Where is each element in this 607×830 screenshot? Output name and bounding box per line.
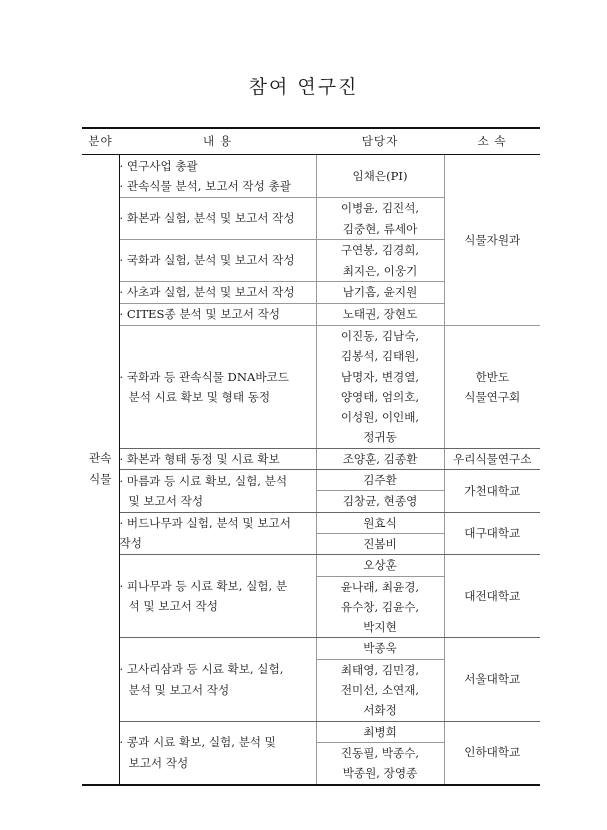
content-line: · 피나무과 등 시료 확보, 실험, 분 [120,576,316,596]
content-line: 분석 및 보고서 작성 [128,682,230,697]
staff-cell [316,512,444,533]
staff-cell [316,304,444,326]
content-line: · 콩과 시료 확보, 실험, 분석 및 [120,732,316,752]
affiliation-line: 서울대학교 [464,672,521,687]
content-line: · 사초과 실험, 분석 및 보고서 작성 [120,282,316,302]
staff-line: 김창균, 현종영 [342,494,418,509]
content-line: 작성 [119,536,142,551]
header-field: 분야 [82,128,119,155]
content-cell [119,240,316,282]
content-line: 보고서 작성 [128,755,189,770]
staff-line: 유수창, 김윤수, [340,599,420,614]
affiliation-line: 대전대학교 [464,589,521,604]
affiliation-cell [444,326,540,449]
affiliation-cell [444,155,540,326]
content-line: · CITES종 분석 및 보고서 작성 [120,304,316,324]
header-content: 내 용 [119,128,316,155]
content-cell [119,470,316,513]
content-line: · 국화과 등 관속식물 DNA바코드 [120,367,316,387]
content-line: · 고사리삼과 등 시료 확보, 실험, [120,659,316,679]
content-line: · 버드나무과 실험, 분석 및 보고서 [120,513,316,533]
staff-line: 최병희 [363,724,397,739]
field-cell [82,155,119,785]
staff-cell [316,742,444,784]
staff-line: 김봉석, 김태원, [340,349,420,364]
affiliation-cell [444,638,540,721]
header-staff: 담당자 [316,128,444,155]
affiliation-line: 대구대학교 [464,526,521,541]
staff-cell [316,638,444,659]
staff-line: 윤나래, 최윤경, [340,579,420,594]
staff-cell [316,198,444,240]
field-label-line-1: 관속 [89,451,112,466]
content-cell [119,155,316,198]
staff-line: 구연봉, 김경희, [340,243,420,258]
staff-line: 김중현, 류세아 [342,221,418,236]
table-row [82,470,540,491]
content-line: · 화본과 실험, 분석 및 보고서 작성 [120,208,316,228]
staff-line: 양영태, 엄의호, [340,389,420,404]
staff-line: 박종원, 장영종 [342,766,418,781]
content-cell [119,512,316,555]
affiliation-cell [444,448,540,469]
table-row [82,155,540,198]
table-row [82,512,540,533]
staff-line: 최태영, 김민경, [340,662,420,677]
content-line: · 마름과 등 시료 확보, 실험, 분석 [120,471,316,491]
staff-line: 노태권, 장현도 [342,307,418,322]
staff-line: 임채은(PI) [352,168,408,183]
staff-line: 박종욱 [363,641,397,656]
staff-cell [316,533,444,554]
content-line: · 연구사업 총괄 [120,156,316,176]
affiliation-cell [444,721,540,784]
content-line: · 국화과 실험, 분석 및 보고서 작성 [120,250,316,270]
content-line: 분석 시료 확보 및 형태 동정 [128,389,271,404]
content-cell [119,448,316,469]
content-line: · 관속식물 분석, 보고서 작성 총괄 [120,176,316,196]
content-cell [119,282,316,304]
content-line: 석 및 보고서 작성 [128,599,218,614]
staff-line: 이성원, 이인배, [340,410,420,425]
staff-line: 전미선, 소연재, [340,683,420,698]
staff-line: 남명자, 변경열, [340,369,420,384]
staff-cell [316,326,444,449]
table-row [82,721,540,742]
content-cell [119,304,316,326]
affiliation-cell [444,470,540,513]
content-cell [119,721,316,784]
content-line: 및 보고서 작성 [128,493,204,508]
content-cell [119,326,316,449]
staff-line: 김주환 [363,473,397,488]
staff-line: 오상훈 [363,558,397,573]
table-header-row [82,128,540,155]
affiliation-line: 인하대학교 [464,745,521,760]
staff-line: 조양훈, 김종환 [342,451,418,466]
staff-line: 진동필, 박종수, [340,745,420,760]
staff-cell [316,555,444,576]
affiliation-line: 한반도 [475,369,510,384]
table-row [82,448,540,469]
header-affiliation: 소 속 [444,128,540,155]
staff-cell [316,721,444,742]
staff-line: 원효식 [363,515,397,530]
content-cell [119,555,316,638]
field-label-line-2: 식물 [89,472,112,487]
staff-line: 이진동, 김남숙, [340,329,420,343]
staff-cell [316,240,444,282]
staff-cell [316,155,444,198]
staff-cell [316,282,444,304]
staff-line: 진봄비 [363,536,397,551]
content-cell [119,638,316,721]
staff-line: 박지현 [363,620,397,635]
table-row [82,638,540,659]
affiliation-cell [444,555,540,638]
staff-cell [316,491,444,512]
staff-cell [316,576,444,638]
staff-line: 서화정 [363,703,397,718]
staff-cell [316,470,444,491]
staff-line: 이병윤, 김진석, [340,201,420,216]
staff-cell [316,659,444,721]
affiliation-cell [444,512,540,555]
research-team-table [82,127,540,786]
staff-cell [316,448,444,469]
staff-line: 남기흠, 윤지원 [342,285,418,300]
page-title: 참여 연구진 [248,76,359,98]
content-line: · 화본과 형태 동정 및 시료 확보 [120,449,316,469]
affiliation-line: 식물자원과 [464,232,521,247]
staff-line: 정귀동 [363,430,397,445]
content-cell [119,198,316,240]
table-row [82,555,540,576]
affiliation-line: 우리식물연구소 [453,451,532,466]
table-row [82,326,540,449]
staff-line: 최지은, 이웅기 [342,263,418,278]
affiliation-line: 가천대학교 [464,483,521,498]
affiliation-line: 식물연구회 [464,389,521,404]
